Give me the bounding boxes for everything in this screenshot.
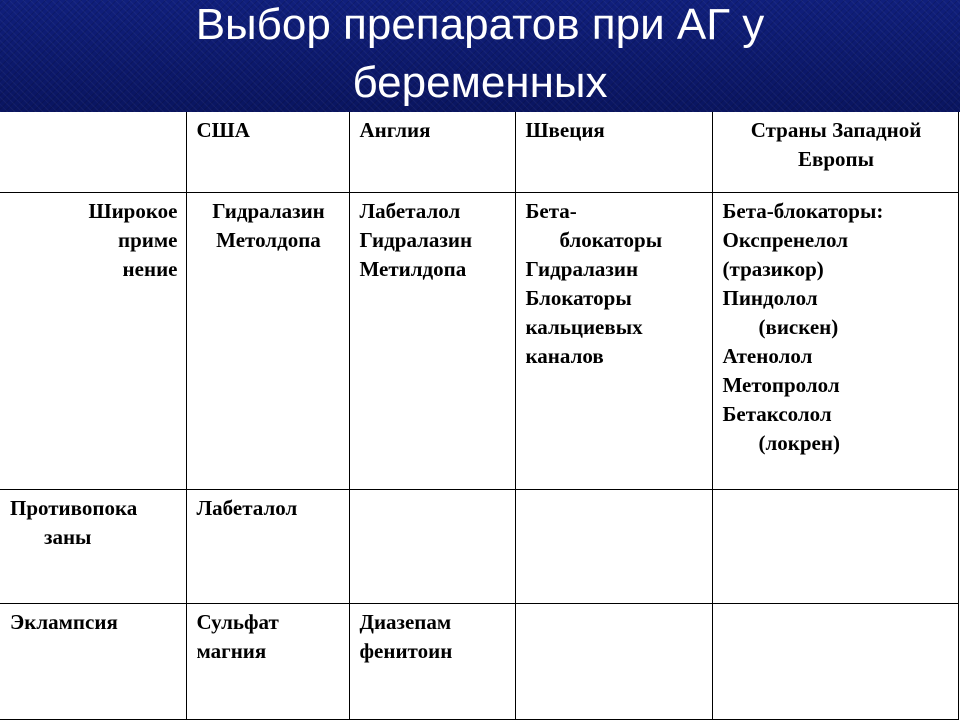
slide-title-line-1: Выбор препаратов при АГ у bbox=[195, 0, 765, 49]
cell-western-europe bbox=[712, 603, 958, 719]
drug-name: (тразикор) bbox=[722, 256, 824, 281]
table-row bbox=[0, 603, 958, 719]
drug-name: Блокаторы bbox=[525, 285, 632, 310]
row-label-cell bbox=[0, 489, 186, 603]
cell-england bbox=[349, 192, 515, 489]
cell-usa bbox=[186, 603, 349, 719]
drug-name: Бета-блокаторы: bbox=[722, 198, 884, 223]
row-label-cell bbox=[0, 192, 186, 489]
drug-name: Лабеталол bbox=[196, 495, 298, 520]
cell-england bbox=[349, 603, 515, 719]
drug-comparison-table bbox=[0, 112, 959, 720]
drug-name: каналов bbox=[525, 343, 604, 368]
drug-name: (вискен) bbox=[758, 314, 839, 339]
drug-name: Метопролол bbox=[722, 372, 840, 397]
cell-usa bbox=[186, 489, 349, 603]
drug-name: Метилдопа bbox=[359, 256, 467, 281]
drug-name: Гидралазин bbox=[359, 227, 473, 252]
drug-name: фенитоин bbox=[359, 638, 453, 663]
drug-name: Гидралазин bbox=[212, 198, 325, 223]
drug-name: Бетаксолол bbox=[722, 401, 832, 426]
row-label-line: Широкое bbox=[88, 198, 178, 223]
title-banner bbox=[0, 0, 960, 112]
drug-name: Пиндолол bbox=[722, 285, 818, 310]
table-row bbox=[0, 192, 958, 489]
row-label-line: приме bbox=[117, 227, 178, 252]
drug-name: магния bbox=[196, 638, 267, 663]
drug-name: кальциевых bbox=[525, 314, 643, 339]
header-sweden-text: Швеция bbox=[525, 118, 605, 142]
cell-western-europe bbox=[712, 489, 958, 603]
drug-name: Лабеталол bbox=[359, 198, 461, 223]
slide-title-line-2: беременных bbox=[352, 58, 608, 107]
cell-sweden bbox=[515, 489, 712, 603]
cell-usa bbox=[186, 192, 349, 489]
drug-name: Сульфат bbox=[196, 609, 279, 634]
header-western-europe-line: Страны Западной bbox=[750, 118, 922, 142]
cell-sweden bbox=[515, 192, 712, 489]
cell-western-europe bbox=[712, 192, 958, 489]
cell-england bbox=[349, 489, 515, 603]
row-label-line: Эклампсия bbox=[10, 609, 118, 634]
header-cell-usa bbox=[186, 112, 349, 192]
drug-name: Окспренелол bbox=[722, 227, 849, 252]
header-cell-empty bbox=[0, 112, 186, 192]
table-row bbox=[0, 489, 958, 603]
header-england-text: Англия bbox=[359, 118, 431, 142]
row-label-line: нение bbox=[122, 256, 178, 281]
drug-name: Бета- bbox=[525, 198, 577, 223]
header-cell-sweden bbox=[515, 112, 712, 192]
drug-name: Атенолол bbox=[722, 343, 813, 368]
row-label-line: заны bbox=[44, 524, 92, 549]
drug-name: блокаторы bbox=[559, 227, 663, 252]
drug-name: Гидралазин bbox=[525, 256, 639, 281]
drug-name: (локрен) bbox=[758, 430, 840, 455]
header-western-europe-line: Европы bbox=[797, 147, 875, 171]
table-header-row bbox=[0, 112, 958, 192]
row-label-line: Противопока bbox=[10, 495, 138, 520]
drug-name: Диазепам bbox=[359, 609, 452, 634]
slide-title bbox=[0, 0, 960, 109]
row-label-cell bbox=[0, 603, 186, 719]
header-cell-western-europe bbox=[712, 112, 958, 192]
cell-sweden bbox=[515, 603, 712, 719]
header-cell-england bbox=[349, 112, 515, 192]
drug-name: Метолдопа bbox=[216, 227, 321, 252]
header-usa-text: США bbox=[196, 118, 250, 142]
